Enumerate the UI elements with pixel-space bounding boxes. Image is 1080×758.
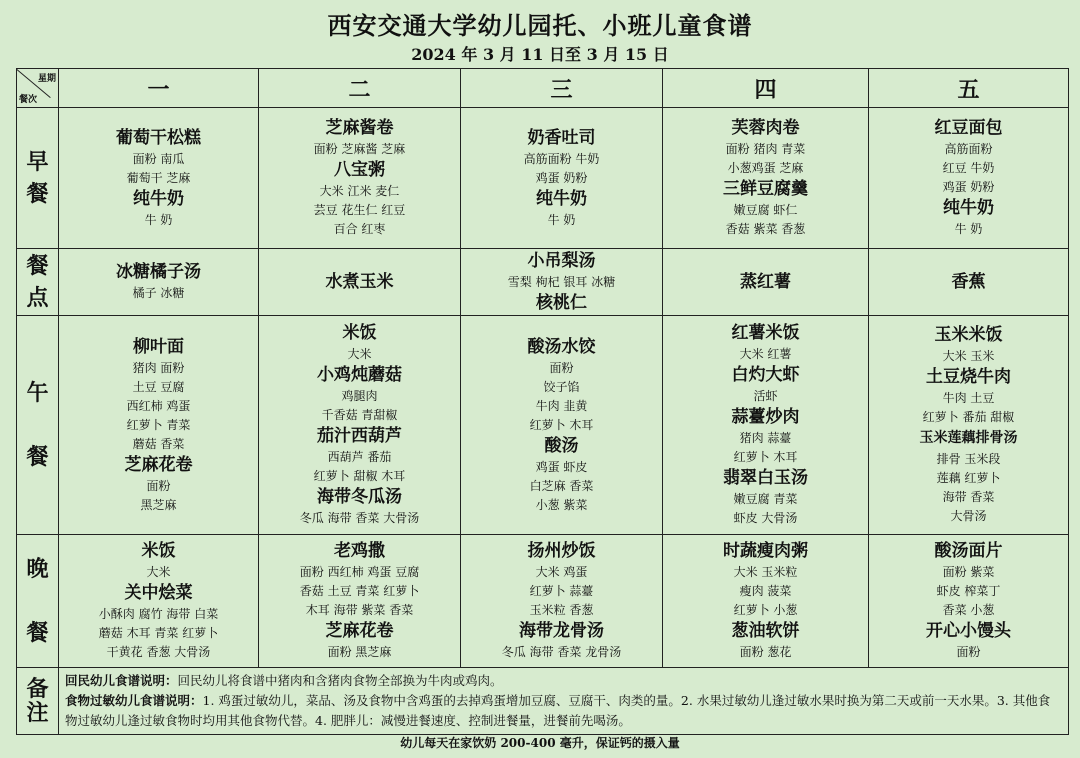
ingredients: 面粉 [146, 478, 171, 493]
dish-name: 扬州炒饭 [527, 541, 596, 561]
ingredients: 红萝卜 番茄 甜椒 [922, 410, 1015, 424]
dish-name: 柳叶面 [133, 336, 184, 357]
dish-name: 红豆面包 [934, 118, 1003, 138]
ingredients: 虾皮 榨菜丁 [936, 584, 1001, 598]
ingredients: 鸡蛋 奶粉 [942, 180, 995, 194]
ingredients: 面粉 [549, 360, 574, 375]
ingredients: 活虾 [753, 389, 778, 403]
ingredients: 黑芝麻 [140, 497, 177, 512]
ingredients: 大米 玉米粒 [733, 565, 798, 579]
ingredients: 香菇 紫菜 香葱 [725, 222, 806, 236]
menu-cell [259, 249, 461, 316]
dish-name: 米饭 [342, 323, 377, 343]
dish-name: 蒜薹炒肉 [731, 407, 800, 427]
ingredients: 面粉 芝麻酱 芝麻 [313, 142, 406, 156]
dish-name: 冰糖橘子汤 [116, 262, 201, 282]
ingredients: 面粉 紫菜 [942, 565, 995, 579]
menu-cell [869, 316, 1069, 535]
dish-name: 芝麻花卷 [325, 621, 394, 641]
day-header-5: 五 [869, 69, 1069, 108]
meal-label: 餐次 [19, 95, 38, 105]
ingredients: 红萝卜 甜椒 木耳 [313, 469, 406, 483]
ingredients: 面粉 西红柿 鸡蛋 豆腐 [299, 565, 420, 579]
dish-name: 芙蓉肉卷 [731, 118, 800, 138]
dish-name: 纯牛奶 [943, 198, 994, 218]
dish-name: 纯牛奶 [133, 188, 184, 209]
ingredients: 鸡蛋 奶粉 [535, 170, 588, 185]
ingredients: 面粉 黑芝麻 [327, 645, 392, 659]
ingredients: 西红柿 鸡蛋 [126, 398, 191, 413]
menu-cell [663, 535, 869, 668]
dish-name: 关中烩菜 [124, 583, 193, 603]
ingredients: 红萝卜 木耳 [529, 417, 594, 432]
ingredients: 牛 奶 [144, 212, 173, 227]
menu-table [16, 68, 1069, 735]
day-header-2: 二 [259, 69, 461, 108]
ingredients: 饺子馅 [543, 379, 580, 394]
footer-note: 幼儿每天在家饮奶 200-400 毫升，保证钙的摄入量 [400, 736, 680, 750]
menu-cell [461, 535, 663, 668]
ingredients: 干黄花 香葱 大骨汤 [106, 645, 211, 659]
dish-name: 小吊梨汤 [527, 250, 596, 271]
ingredients: 雪梨 枸杞 银耳 冰糖 [507, 274, 616, 289]
ingredients: 牛 奶 [954, 222, 983, 236]
ingredients: 排骨 玉米段 [936, 452, 1001, 466]
ingredients: 海带 香菜 [942, 490, 995, 504]
ingredients: 百合 红枣 [333, 222, 386, 236]
menu-cell [869, 108, 1069, 249]
ingredients: 木耳 海带 紫菜 香菜 [305, 603, 414, 617]
menu-cell [663, 108, 869, 249]
menu-cell [59, 535, 259, 668]
dish-name: 海带冬瓜汤 [317, 487, 402, 507]
menu-cell [259, 316, 461, 535]
dish-name: 蒸红薯 [740, 271, 791, 292]
meal-row [17, 316, 1069, 535]
dish-name: 三鲜豆腐羹 [723, 179, 808, 199]
ingredients: 牛肉 土豆 [942, 391, 995, 405]
ingredients: 红萝卜 青菜 [126, 417, 191, 432]
ingredients: 猪肉 蒜薹 [739, 431, 792, 445]
menu-cell [259, 535, 461, 668]
ingredients: 小葱 紫菜 [535, 497, 588, 512]
dish-name: 白灼大虾 [731, 365, 800, 385]
ingredients: 嫩豆腐 虾仁 [733, 203, 798, 217]
ingredients: 瘦肉 菠菜 [739, 584, 792, 598]
menu-cell [461, 108, 663, 249]
dish-name: 酸汤 [544, 435, 579, 456]
remark-allergy-title: 食物过敏幼儿食谱说明： [65, 693, 203, 708]
ingredients: 红萝卜 蒜薹 [529, 584, 594, 598]
ingredients: 千香菇 青甜椒 [321, 408, 398, 422]
meal-row [17, 249, 1069, 316]
page-title: 西安交通大学幼儿园托、小班儿童食谱 [327, 11, 753, 40]
dish-name: 开心小馒头 [926, 621, 1011, 641]
ingredients: 香菇 土豆 青菜 红萝卜 [299, 584, 420, 598]
dish-name: 葱油软饼 [731, 621, 800, 641]
dish-name: 玉米米饭 [934, 325, 1003, 345]
ingredients: 高筋面粉 [944, 142, 993, 156]
remark-halal-text: 回民幼儿将食谱中猪肉和含猪肉食物全部换为牛肉或鸡肉。 [177, 673, 503, 688]
day-header-3: 三 [461, 69, 663, 108]
ingredients: 虾皮 大骨汤 [733, 511, 798, 525]
ingredients: 大米 江米 麦仁 [319, 184, 400, 198]
ingredients: 大米 红薯 [739, 347, 792, 361]
ingredients: 红萝卜 木耳 [733, 450, 798, 464]
menu-cell [259, 108, 461, 249]
meal-row [17, 108, 1069, 249]
ingredients: 牛肉 韭黄 [535, 398, 588, 413]
menu-cell [869, 249, 1069, 316]
ingredients: 冬瓜 海带 香菜 大骨汤 [299, 511, 420, 525]
menu-cell [869, 535, 1069, 668]
ingredients: 鸡蛋 虾皮 [535, 459, 588, 474]
ingredients: 大米 玉米 [942, 349, 995, 363]
date-range: 2024 年 3 月 11 日至 3 月 15 日 [411, 45, 669, 64]
dish-name: 核桃仁 [536, 292, 587, 313]
dish-name: 芝麻酱卷 [325, 118, 394, 138]
menu-cell [59, 108, 259, 249]
remark-allergy [65, 691, 1062, 731]
day-header-1: 一 [59, 69, 259, 108]
ingredients: 大米 鸡蛋 [535, 565, 588, 579]
corner-header [17, 69, 59, 108]
ingredients: 小葱鸡蛋 芝麻 [727, 161, 804, 175]
dish-name: 时蔬瘦肉粥 [723, 541, 808, 561]
ingredients: 鸡腿肉 [341, 389, 378, 403]
ingredients: 大米 [146, 565, 171, 579]
meal-row [17, 535, 1069, 668]
dish-name: 酸汤水饺 [527, 336, 596, 357]
ingredients: 芸豆 花生仁 红豆 [313, 203, 406, 217]
meal-name: 晚 餐 [17, 535, 59, 668]
meal-name: 午 餐 [17, 316, 59, 535]
ingredients: 大骨汤 [950, 509, 987, 523]
dish-name: 酸汤面片 [934, 541, 1003, 561]
ingredients: 面粉 葱花 [739, 645, 792, 659]
ingredients: 白芝麻 香菜 [529, 478, 594, 493]
remarks-label: 备 注 [17, 668, 59, 735]
dish-name: 海带龙骨汤 [519, 621, 604, 641]
dish-name: 芝麻花卷 [124, 454, 193, 475]
remark-halal [65, 671, 1062, 691]
menu-cell [663, 249, 869, 316]
ingredients: 面粉 [956, 645, 981, 659]
meal-name: 早 餐 [17, 108, 59, 249]
dish-name: 葡萄干松糕 [116, 127, 201, 148]
ingredients: 蘑菇 香菜 [132, 436, 185, 451]
ingredients: 面粉 南瓜 [132, 151, 185, 166]
day-header-4: 四 [663, 69, 869, 108]
dish-name: 香蕉 [951, 271, 986, 292]
dish-name: 八宝粥 [334, 160, 385, 180]
ingredients: 红豆 牛奶 [942, 161, 995, 175]
ingredients: 面粉 猪肉 青菜 [725, 142, 806, 156]
ingredients: 葡萄干 芝麻 [126, 170, 191, 185]
ingredients: 西葫芦 番茄 [327, 450, 392, 464]
ingredients: 橘子 冰糖 [132, 286, 185, 300]
menu-cell [59, 316, 259, 535]
ingredients: 香菜 小葱 [942, 603, 995, 617]
ingredients: 小酥肉 腐竹 海带 白菜 [98, 607, 219, 621]
remarks-content [59, 668, 1069, 735]
weekday-label: 星期 [37, 74, 56, 84]
menu-cell [59, 249, 259, 316]
ingredients: 玉米粒 香葱 [529, 603, 594, 617]
ingredients: 土豆 豆腐 [132, 379, 185, 394]
dish-name: 茄汁西葫芦 [317, 426, 402, 446]
ingredients: 红萝卜 小葱 [733, 603, 798, 617]
dish-name: 翡翠白玉汤 [723, 468, 808, 488]
dish-name: 土豆烧牛肉 [926, 367, 1011, 387]
ingredients: 嫩豆腐 青菜 [733, 492, 798, 506]
menu-cell [461, 249, 663, 316]
remark-halal-title: 回民幼儿食谱说明： [65, 673, 178, 688]
ingredients: 牛 奶 [547, 212, 576, 227]
dish-name: 水煮玉米 [325, 271, 394, 292]
dish-name: 小鸡炖蘑菇 [317, 365, 402, 385]
dish-name: 红薯米饭 [731, 323, 800, 343]
ingredients: 大米 [347, 347, 372, 361]
ingredients: 莲藕 红萝卜 [936, 471, 1001, 485]
dish-name: 玉米莲藕排骨汤 [919, 430, 1018, 446]
meal-name: 餐 点 [17, 249, 59, 316]
ingredients: 高筋面粉 牛奶 [523, 151, 600, 166]
remark-allergy-text: 1. 鸡蛋过敏幼儿，菜品、汤及食物中含鸡蛋的去掉鸡蛋增加豆腐、豆腐干、肉类的量。2. 水果过敏幼儿逢过敏水果时换为第二天或前一天水果。3. 其他食物过敏幼儿逢过敏食物时均用其他食物代替。4. 肥胖儿：减慢进餐速度、控制进餐量，进餐前先喝汤。 [65, 693, 1051, 728]
dish-name: 老鸡撒 [334, 541, 385, 561]
dish-name: 米饭 [141, 541, 176, 561]
dish-name: 奶香吐司 [527, 127, 596, 148]
ingredients: 猪肉 面粉 [132, 360, 185, 375]
menu-cell [663, 316, 869, 535]
ingredients: 蘑菇 木耳 青菜 红萝卜 [98, 626, 219, 640]
remarks-row [17, 668, 1069, 735]
dish-name: 纯牛奶 [536, 188, 587, 209]
ingredients: 冬瓜 海带 香菜 龙骨汤 [501, 645, 622, 659]
menu-cell [461, 316, 663, 535]
